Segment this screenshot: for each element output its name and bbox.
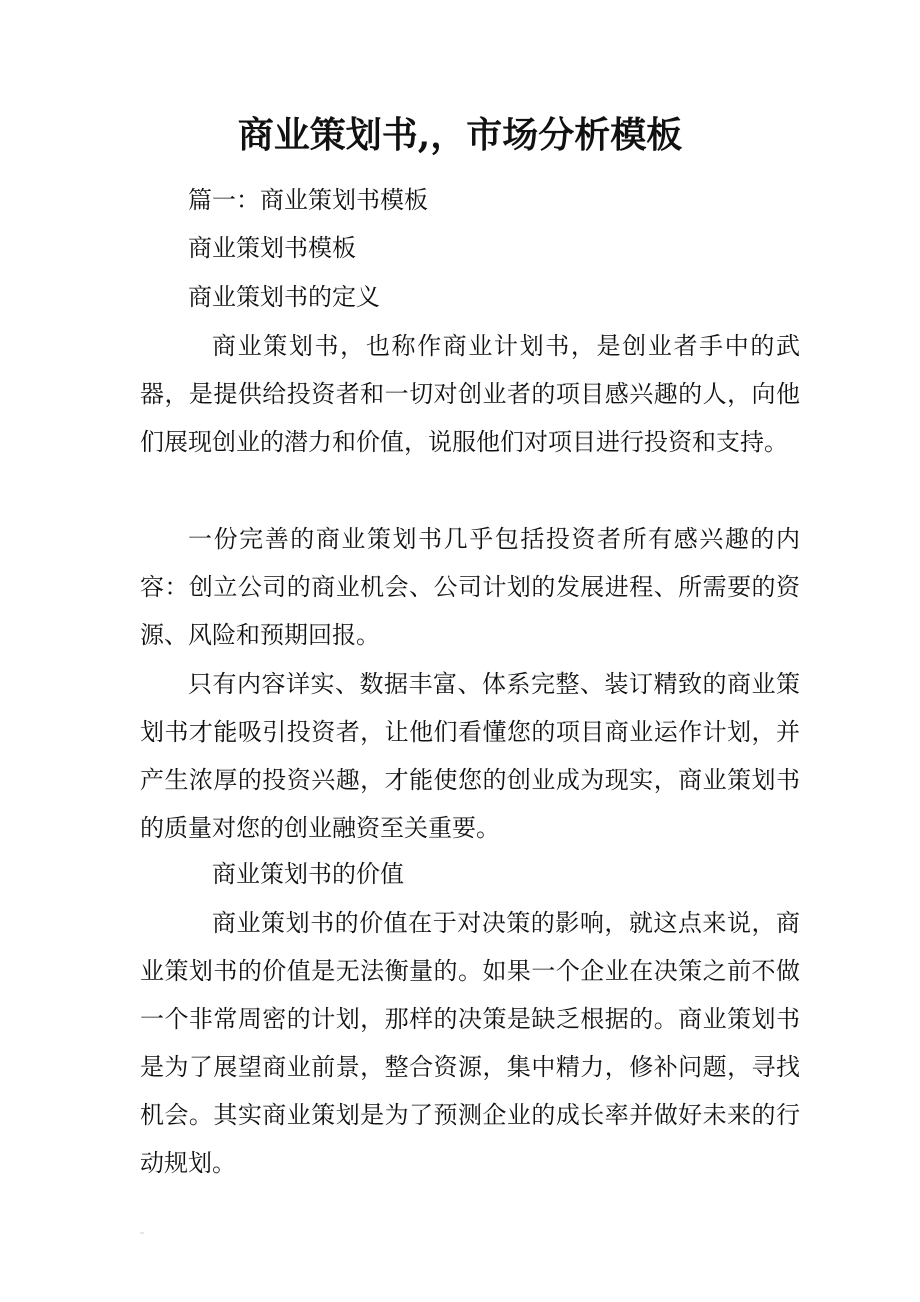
paragraph-definition: 商业策划书，也称作商业计划书，是创业者手中的武器，是提供给投资者和一切对创业者的项目感兴趣的人，向他们展现创业的潜力和价值，说服他们对项目进行投资和支持。 [140, 332, 800, 456]
paragraph-importance: 只有内容详实、数据丰富、体系完整、装订精致的商业策划书才能吸引投资者，让他们看懂您的项目商业运作计划，并产生浓厚的投资兴趣，才能使您的创业成为现实，商业策划书的质量对您的创业融资至关重要。 [140, 670, 800, 842]
page-footer-mark [140, 1232, 144, 1234]
paragraph-value: 商业策划书的价值在于对决策的影响，就这点来说，商业策划书的价值是无法衡量的。如果一个企业在决策之前不做一个非常周密的计划，那样的决策是缺乏根据的。商业策划书是为了展望商业前景，整合资源，集中精力，修补问题，寻找机会。其实商业策划是为了预测企业的成长率并做好未来的行动规划。 [140, 909, 800, 1177]
chapter-heading: 篇一：商业策划书模板 [188, 186, 428, 214]
definition-heading: 商业策划书的定义 [188, 283, 380, 311]
document-title: 商业策划书,，市场分析模板 [237, 114, 683, 156]
subtitle: 商业策划书模板 [188, 234, 356, 262]
paragraph-contents: 一份完善的商业策划书几乎包括投资者所有感兴趣的内容：创立公司的商业机会、公司计划的发展进程、所需要的资源、风险和预期回报。 [140, 525, 800, 649]
value-heading: 商业策划书的价值 [212, 860, 404, 888]
